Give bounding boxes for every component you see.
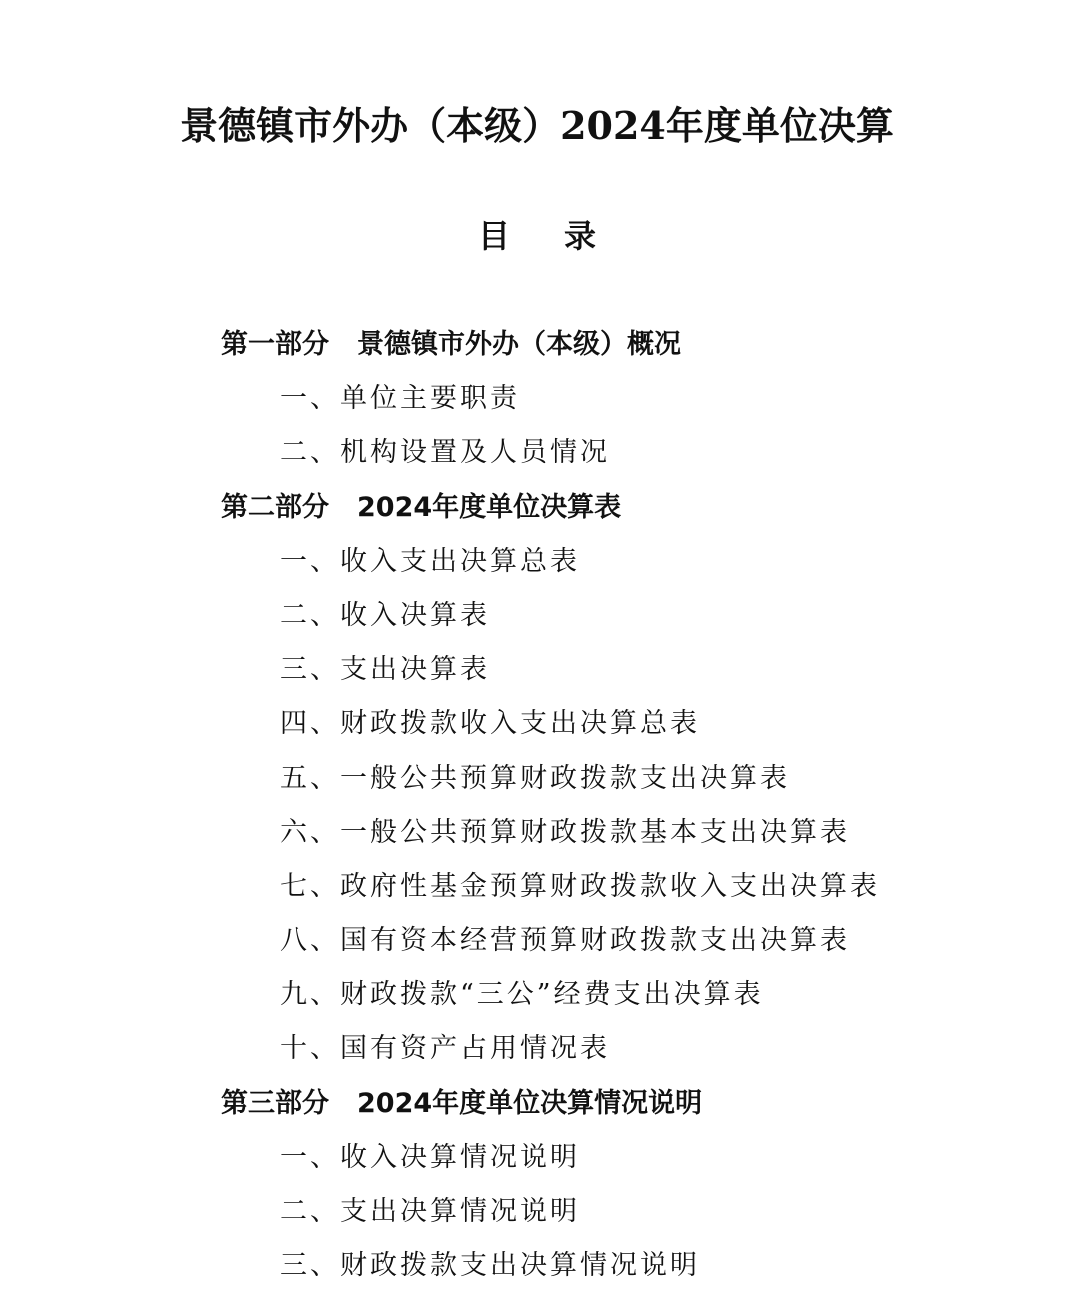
document-title: 景德镇市外办（本级）2024年度单位决算 [180,103,894,148]
toc-heading [0,212,1074,260]
toc-part-label: 第三部分 [221,1087,329,1119]
toc-item[interactable]: 九、财政拨款“三公”经费支出决算表 [280,979,764,1011]
toc-item[interactable]: 二、收入决算表 [280,599,490,631]
toc-part-title: 2024年度单位决算表 [357,491,622,523]
toc-part-label: 第一部分 [221,329,329,360]
toc-part-1[interactable] [0,318,1074,372]
toc-item[interactable]: 四、财政拨款收入支出决算总表 [280,708,700,740]
toc-item[interactable]: 三、财政拨款支出决算情况说明 [280,1250,700,1282]
toc-heading-char-2: 录 [564,217,597,255]
toc-part-title: 2024年度单位决算情况说明 [357,1087,703,1119]
table-of-contents [0,318,1074,1293]
toc-item[interactable]: 五、一般公共预算财政拨款支出决算表 [280,762,790,794]
toc-part-3[interactable] [0,1077,1074,1131]
toc-part-title: 景德镇市外办（本级）概况 [357,329,681,360]
toc-item[interactable]: 六、一般公共预算财政拨款基本支出决算表 [280,816,850,848]
toc-item[interactable]: 八、国有资本经营预算财政拨款支出决算表 [280,925,850,957]
toc-item[interactable]: 一、收入决算情况说明 [280,1141,580,1173]
toc-item[interactable]: 一、收入支出决算总表 [280,545,580,577]
toc-heading-char-1: 目 [477,217,510,255]
toc-item[interactable]: 十、国有资产占用情况表 [280,1033,610,1065]
toc-part-label: 第二部分 [221,491,329,523]
toc-item[interactable]: 一、单位主要职责 [280,383,520,415]
toc-part-2[interactable] [0,481,1074,535]
toc-item[interactable]: 七、政府性基金预算财政拨款收入支出决算表 [280,870,880,902]
toc-item[interactable]: 二、支出决算情况说明 [280,1196,580,1227]
toc-item[interactable]: 三、支出决算表 [280,654,490,686]
toc-item[interactable]: 二、机构设置及人员情况 [280,437,610,469]
